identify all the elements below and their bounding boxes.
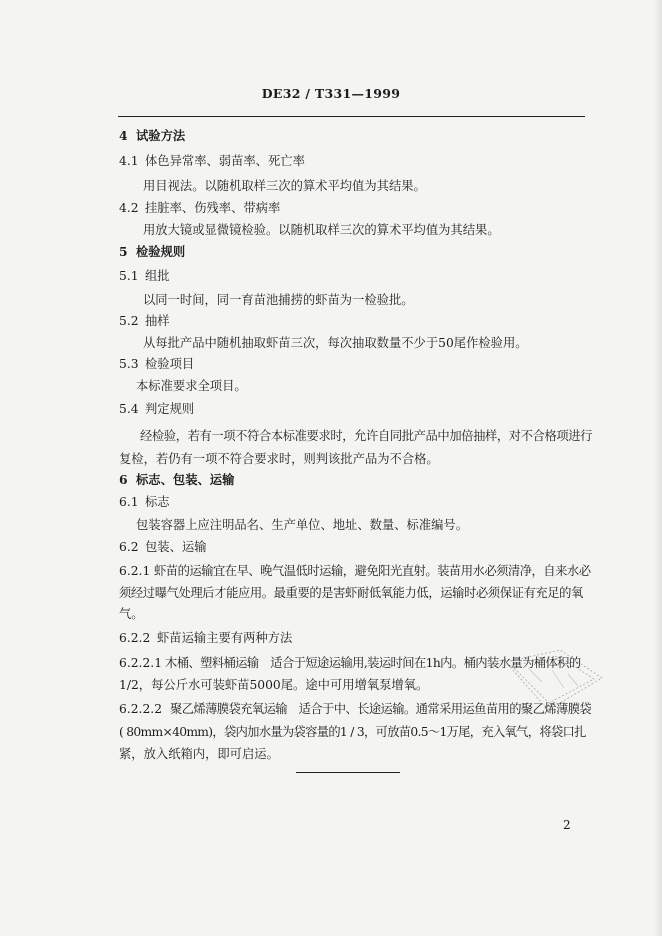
standard-code-header: DE32 / T331—1999 [261, 86, 401, 101]
clause-6-2-2-2-line-2: ( 80mm×40mm)，袋内加水量为袋容量的1 / 3，可放苗0.5～1万尾，充入氧气，将袋口扎 [119, 725, 586, 739]
clause-6-2-number: 6.2 [119, 540, 139, 554]
section-6-number: 6 [119, 472, 128, 487]
clause-6-1-body: 包装容器上应注明品名、生产单位、地址、数量、标准编号。 [136, 518, 469, 532]
end-rule [296, 772, 400, 773]
section-5-title: 检验规则 [136, 244, 186, 259]
clause-5-1-title: 组批 [145, 269, 170, 283]
section-5-number: 5 [119, 244, 128, 259]
clause-6-2-2-title: 虾苗运输主要有两种方法 [157, 631, 293, 645]
clause-6-2-title: 包装、运输 [145, 540, 207, 554]
clause-6-2-1-number: 6.2.1 [119, 564, 151, 578]
clause-6-2-2-2-line-1: 聚乙烯薄膜袋充氧运输 适合于中、长途运输。通常采用运鱼苗用的聚乙烯薄膜袋 [170, 702, 592, 716]
clause-4-2-title: 挂脏率、伤残率、带病率 [145, 201, 281, 215]
section-6-title: 标志、包装、运输 [136, 472, 235, 487]
clause-4-1-title: 体色异常率、弱苗率、死亡率 [145, 154, 305, 168]
clause-4-1-body: 用目视法。以随机取样三次的算术平均值为其结果。 [143, 179, 426, 193]
clause-6-2-2-2-line-3: 紧，放入纸箱内，即可启运。 [119, 747, 279, 761]
clause-5-2-body: 从每批产品中随机抽取虾苗三次，每次抽取数量不少于50尾作检验用。 [143, 336, 528, 350]
clause-5-2-title: 抽样 [145, 314, 170, 328]
clause-5-4-number: 5.4 [119, 402, 139, 416]
clause-5-4-body-line-1: 经检验，若有一项不符合本标准要求时，允许自同批产品中加倍抽样，对不合格项进行 [140, 429, 593, 443]
approval-stamp [498, 648, 608, 712]
page-number: 2 [563, 818, 571, 832]
clause-6-2-2-1-number: 6.2.2.1 [119, 656, 163, 670]
clause-4-2-number: 4.2 [119, 201, 139, 215]
clause-6-2-1-line-2: 须经过曝气处理后才能应用。最重要的是害虾耐低氧能力低，运输时必须保证有充足的氧 [119, 586, 583, 600]
clause-4-1-number: 4.1 [119, 154, 139, 168]
clause-5-3-body: 本标准要求全项目。 [136, 379, 247, 393]
clause-5-4-title: 判定规则 [145, 402, 195, 416]
clause-6-2-2-1-line-2: 1/2，每公斤水可装虾苗5000尾。途中可用增氧泵增氧。 [119, 678, 429, 692]
clause-4-2-body: 用放大镜或显微镜检验。以随机取样三次的算术平均值为其结果。 [143, 223, 500, 237]
clause-5-3-number: 5.3 [119, 357, 139, 371]
clause-6-2-2-1-line-1: 木桶、塑料桶运输 适合于短途运输用,装运时间在1h内。桶内装水量为桶体积的 [165, 656, 581, 670]
clause-6-2-2-2-number: 6.2.2.2 [119, 702, 163, 716]
clause-6-1-number: 6.1 [119, 495, 139, 509]
clause-6-2-2-number: 6.2.2 [119, 631, 151, 645]
clause-5-1-body: 以同一时间，同一育苗池捕捞的虾苗为一检验批。 [143, 293, 414, 307]
scan-edge-shadow [654, 0, 662, 936]
clause-5-3-title: 检验项目 [145, 357, 195, 371]
clause-5-1-number: 5.1 [119, 269, 139, 283]
clause-5-4-body-line-2: 复检，若仍有一项不符合要求时，则判该批产品为不合格。 [119, 452, 439, 466]
clause-5-2-number: 5.2 [119, 314, 139, 328]
clause-6-1-title: 标志 [145, 495, 170, 509]
clause-6-2-1-line-1: 虾苗的运输宜在早、晚气温低时运输，避免阳光直射。装苗用水必须清净，自来水必 [154, 564, 591, 578]
section-4-number: 4 [119, 128, 128, 143]
section-4-title: 试验方法 [136, 128, 186, 143]
clause-6-2-1-line-3: 气。 [119, 607, 144, 621]
header-rule [118, 116, 585, 117]
